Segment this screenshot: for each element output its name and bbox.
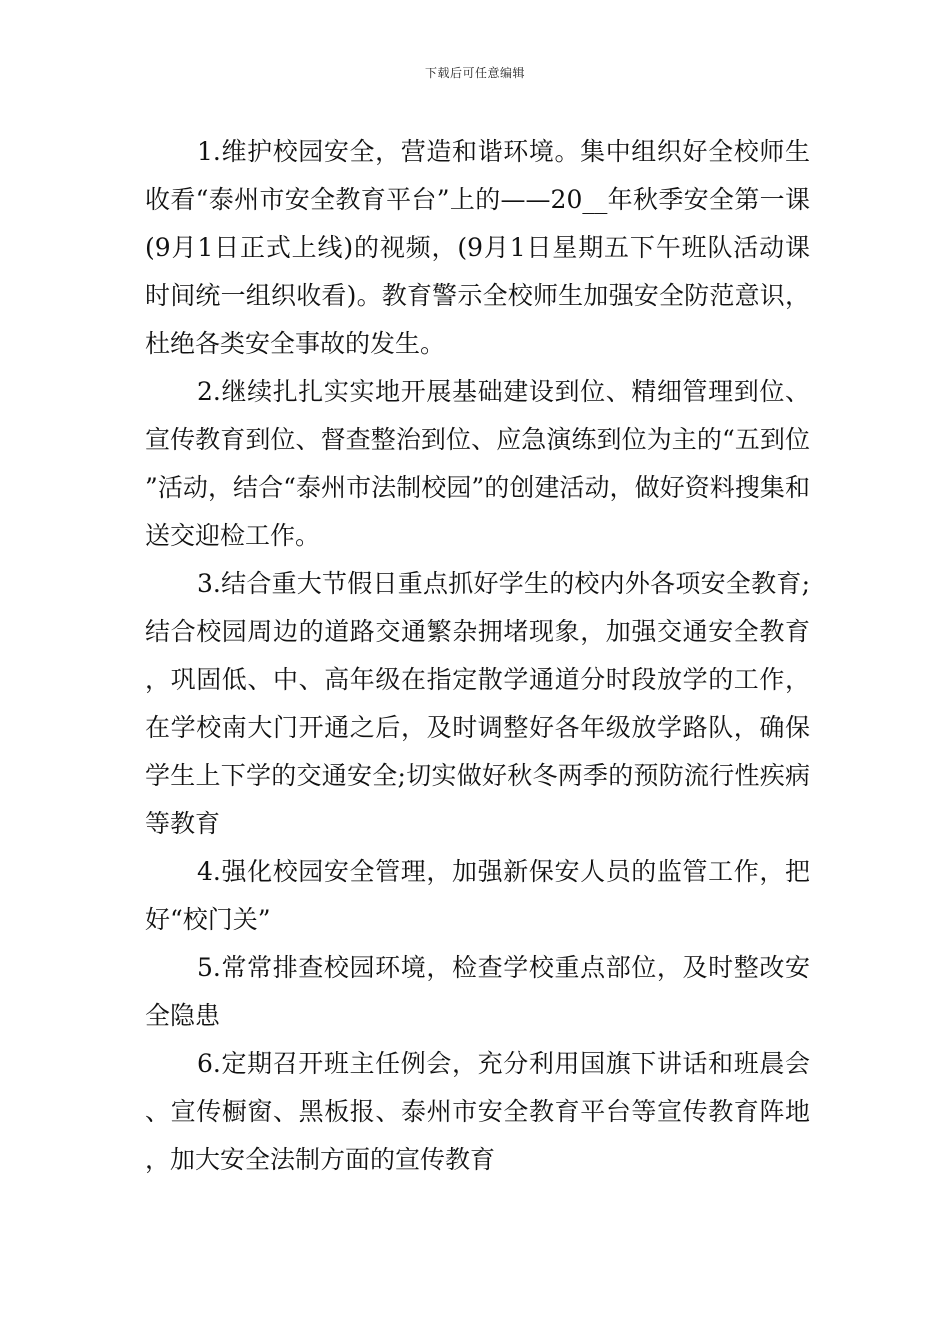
document-body: [145, 128, 810, 1184]
paragraph-4: 4.强化校园安全管理，加强新保安人员的监管工作，把好“校门关”: [145, 857, 810, 934]
paragraph-3: 3.结合重大节假日重点抓好学生的校内外各项安全教育;结合校园周边的道路交通繁杂拥堵现象，加强交通安全教育，巩固低、中、高年级在指定散学通道分时段放学的工作，在学校南大门开通之后，及时调整好各年级放学路队，确保学生上下学的交通安全;切实做好秋冬两季的预防流行性疾病等教育: [145, 569, 810, 838]
paragraph-1: 1.维护校园安全，营造和谐环境。集中组织好全校师生收看“泰州市安全教育平台”上的——20__年秋季安全第一课(9月1日正式上线)的视频，(9月1日星期五下午班队活动课时间统一组织收看)。教育警示全校师生加强安全防范意识，杜绝各类安全事故的发生。: [145, 137, 810, 358]
paragraph-5: 5.常常排查校园环境，检查学校重点部位，及时整改安全隐患: [145, 953, 810, 1030]
paragraph-2: 2.继续扎扎实实地开展基础建设到位、精细管理到位、宣传教育到位、督查整治到位、应急演练到位为主的“五到位”活动，结合“泰州市法制校园”的创建活动，做好资料搜集和送交迎检工作。: [145, 377, 810, 550]
paragraph-6: 6.定期召开班主任例会，充分利用国旗下讲话和班晨会、宣传橱窗、黑板报、泰州市安全教育平台等宣传教育阵地，加大安全法制方面的宣传教育: [145, 1049, 810, 1174]
page-header: 下载后可任意编辑: [424, 66, 525, 80]
